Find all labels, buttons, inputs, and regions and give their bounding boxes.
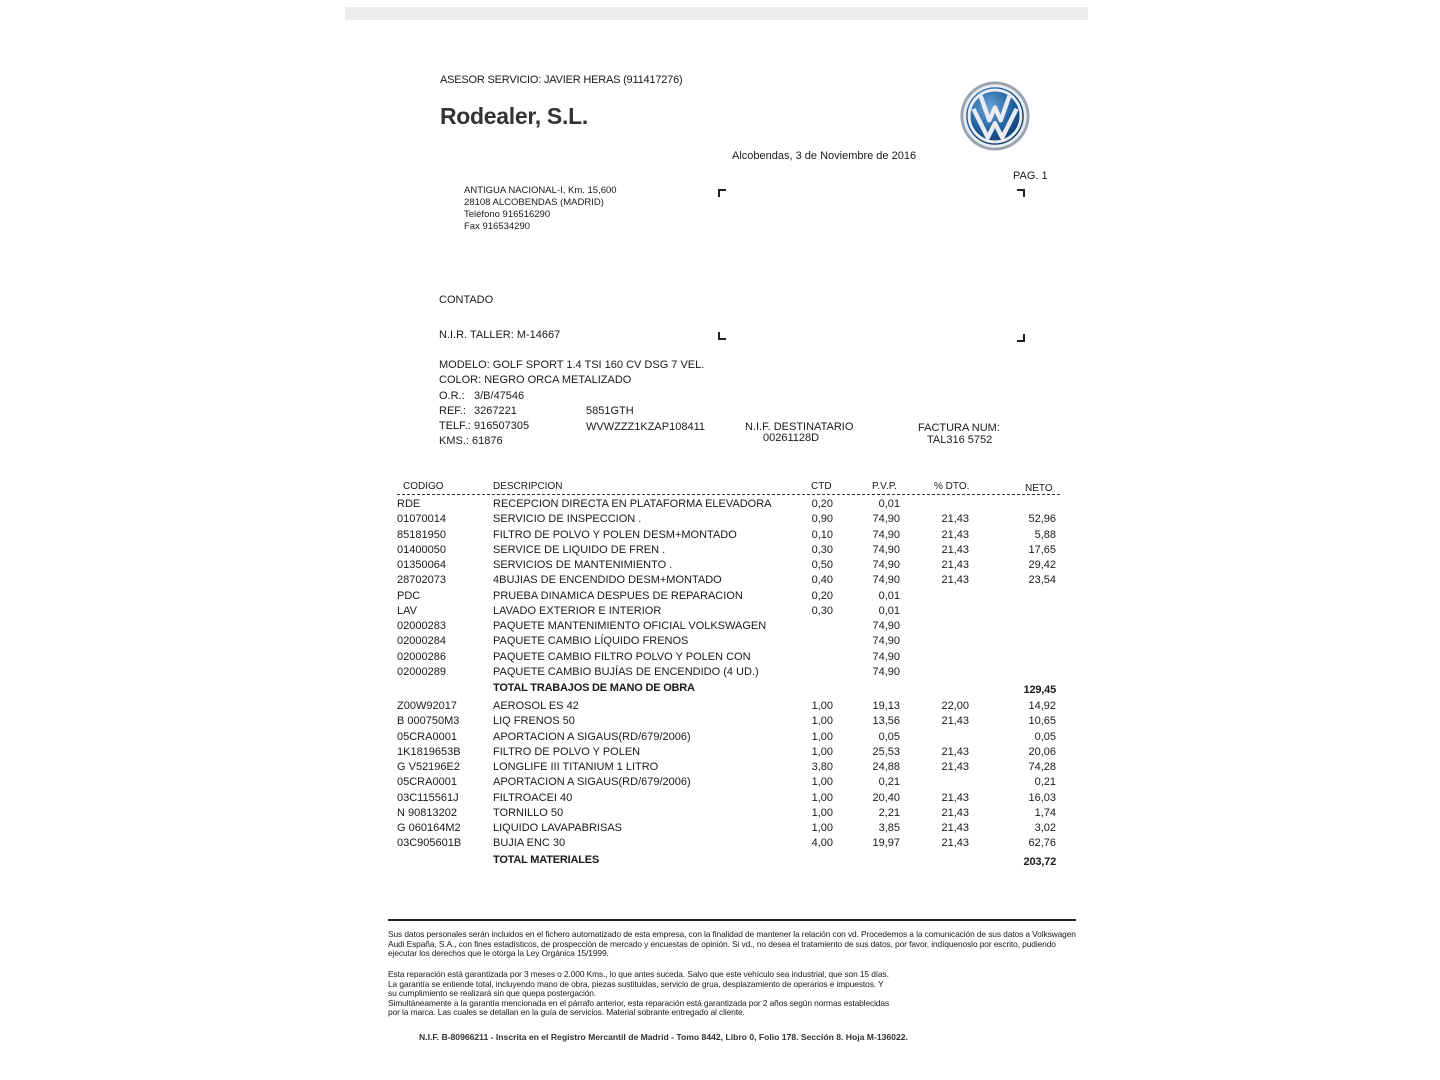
table-row [0, 700, 1440, 715]
warranty-notice [388, 970, 1078, 1018]
table-row [0, 529, 1440, 544]
item-discount: 21,43 [941, 574, 969, 586]
table-row [0, 776, 1440, 791]
col-header-neto: NETO [1025, 483, 1053, 494]
item-price: 20,40 [872, 792, 900, 804]
item-description: AEROSOL ES 42 [493, 700, 579, 712]
item-code: 05CRA0001 [397, 776, 457, 788]
item-description: LAVADO EXTERIOR E INTERIOR [493, 605, 662, 617]
item-description: TORNILLO 50 [493, 807, 564, 819]
item-quantity: 0,30 [811, 605, 833, 617]
item-quantity: 0,40 [811, 574, 833, 586]
table-row [0, 746, 1440, 761]
warranty-line: La garantía se entiende total, incluyendo mano de obra, piezas sustituidas, servicio de grua, desplazamiento de operarios e impuestos. Y [388, 978, 884, 989]
item-discount: 21,43 [941, 761, 969, 773]
table-row [0, 807, 1440, 822]
item-discount: 21,43 [941, 529, 969, 541]
table-row [0, 544, 1440, 559]
warranty-line: por la marca. Las cuales se detallan en la guía de servicios. Material sobrante entregado al cliente. [388, 1007, 745, 1018]
item-price: 2,21 [878, 807, 900, 819]
item-quantity: 1,00 [811, 776, 833, 788]
footer-divider [388, 919, 1076, 921]
item-description: PRUEBA DINAMICA DESPUES DE REPARACION [493, 590, 743, 602]
item-price: 74,90 [872, 574, 900, 586]
address-line: Fax 916534290 [464, 221, 531, 232]
item-description: LIQUIDO LAVAPABRISAS [493, 822, 622, 834]
item-code: 02000283 [397, 620, 446, 632]
registry-info: N.I.F. B-80966211 - Inscrita en el Registro Mercantil de Madrid - Tomo 8442, Libro 0, Folio 178. Sección 8. Hoja M-136022. [419, 1032, 908, 1042]
item-net: 17,65 [1028, 544, 1056, 556]
item-quantity: 1,00 [811, 822, 833, 834]
item-code: 02000286 [397, 651, 446, 663]
kms-value: 61876 [472, 435, 503, 447]
license-plate: 5851GTH [586, 405, 634, 417]
vin-number: WVWZZZ1KZAP108411 [586, 421, 705, 433]
vehicle-color: COLOR: NEGRO ORCA METALIZADO [439, 374, 632, 386]
address-line: Teléfono 916516290 [464, 209, 551, 220]
item-price: 24,88 [872, 761, 900, 773]
item-code: 01400050 [397, 544, 446, 556]
item-code: 01350064 [397, 559, 446, 571]
nif-value: 00261128D [763, 432, 820, 444]
item-price: 0,05 [878, 731, 900, 743]
item-description: PAQUETE CAMBIO FILTRO POLVO Y POLEN CON [493, 651, 751, 663]
item-discount: 21,43 [941, 792, 969, 804]
labor-total-label: TOTAL TRABAJOS DE MANO DE OBRA [493, 682, 695, 694]
labor-total [0, 682, 1440, 697]
item-quantity: 1,00 [811, 807, 833, 819]
item-code: G V52196E2 [397, 761, 460, 773]
warranty-line: Simultáneamente a la garantía mencionada en el párrafo anterior, esta reparación está garantizada por 2 años según normas establecidas [388, 997, 890, 1008]
item-net: 0,05 [1034, 731, 1056, 743]
address-block [464, 185, 617, 233]
item-price: 74,90 [872, 651, 900, 663]
col-header-pvp: P.V.P. [872, 481, 897, 492]
item-description: FILTRO DE POLVO Y POLEN [493, 746, 641, 758]
item-code: PDC [397, 590, 421, 602]
page-number: PAG. 1 [1013, 170, 1048, 182]
item-net: 16,03 [1028, 792, 1056, 804]
address-line: 28108 ALCOBENDAS (MADRID) [464, 197, 604, 208]
item-description: SERVICE DE LIQUIDO DE FREN . [493, 544, 666, 556]
item-description: PAQUETE CAMBIO LÍQUIDO FRENOS [493, 635, 689, 647]
item-price: 3,85 [878, 822, 900, 834]
item-code: LAV [397, 605, 417, 617]
item-price: 74,90 [872, 513, 900, 525]
item-quantity: 1,00 [811, 731, 833, 743]
privacy-notice: Sus datos personales serán incluidos en el fichero automatizado de esta empresa, con la finalidad de mantener la relación con vd. Procedemos a la comunicación de sus datos a Volkswagen Audi España, S.A., con fines estadísticos, de prospección de mercado y encuestas de opinión. Si vd., no desea el tratamiento de sus datos, por favor, indíquenoslo por escrito, pudiendo ejecutar los derechos que le otorga la Ley Orgánica 15/1999. [388, 929, 1076, 959]
item-net: 62,76 [1028, 837, 1056, 849]
item-code: B 000750M3 [397, 715, 460, 727]
table-row [0, 498, 1440, 513]
item-discount: 21,43 [941, 746, 969, 758]
item-price: 13,56 [872, 715, 900, 727]
col-header-codigo: CODIGO [403, 481, 444, 492]
table-row [0, 574, 1440, 589]
nif-label: N.I.F. DESTINATARIO [745, 421, 854, 433]
item-code: Z00W92017 [397, 700, 457, 712]
address-line: ANTIGUA NACIONAL-I, Km. 15,600 [464, 185, 617, 196]
item-price: 74,90 [872, 620, 900, 632]
item-discount: 21,43 [941, 822, 969, 834]
item-price: 74,90 [872, 559, 900, 571]
table-row [0, 559, 1440, 574]
item-code: 03C115561J [397, 792, 459, 804]
item-net: 23,54 [1028, 574, 1056, 586]
item-description: FILTRO DE POLVO Y POLEN DESM+MONTADO [493, 529, 737, 541]
item-discount: 21,43 [941, 559, 969, 571]
item-net: 5,88 [1034, 529, 1056, 541]
telf-value: 916507305 [474, 420, 530, 432]
or-label: O.R.: [439, 390, 465, 402]
col-header-dto: % DTO. [934, 481, 970, 492]
telf-label: TELF.: [439, 420, 471, 432]
item-price: 0,01 [878, 605, 900, 617]
table-row [0, 837, 1440, 852]
table-row [0, 666, 1440, 681]
nir-taller: N.I.R. TALLER: M-14667 [439, 329, 561, 341]
item-quantity: 0,50 [811, 559, 833, 571]
window-corner-top-right [1017, 189, 1025, 197]
item-description: PAQUETE MANTENIMIENTO OFICIAL VOLKSWAGEN [493, 620, 767, 632]
item-price: 74,90 [872, 529, 900, 541]
item-description: RECEPCION DIRECTA EN PLATAFORMA ELEVADORA [493, 498, 772, 510]
item-quantity: 1,00 [811, 700, 833, 712]
item-net: 74,28 [1028, 761, 1056, 773]
item-description: APORTACION A SIGAUS(RD/679/2006) [493, 731, 691, 743]
item-price: 19,13 [872, 700, 900, 712]
item-quantity: 0,10 [811, 529, 833, 541]
col-header-descripcion: DESCRIPCION [493, 481, 563, 492]
item-quantity: 0,20 [811, 590, 833, 602]
item-quantity: 1,00 [811, 746, 833, 758]
table-row [0, 620, 1440, 635]
table-row [0, 651, 1440, 666]
table-row [0, 761, 1440, 776]
item-discount: 22,00 [941, 700, 969, 712]
item-price: 74,90 [872, 635, 900, 647]
vw-logo-icon [959, 80, 1031, 152]
item-discount: 21,43 [941, 837, 969, 849]
item-code: 28702073 [397, 574, 446, 586]
item-quantity: 4,00 [811, 837, 833, 849]
item-net: 20,06 [1028, 746, 1056, 758]
item-code: 05CRA0001 [397, 731, 457, 743]
invoice-label: FACTURA NUM: [918, 422, 1000, 434]
materials-total-label: TOTAL MATERIALES [493, 854, 599, 866]
scan-top-edge [345, 7, 1088, 20]
item-description: LONGLIFE III TITANIUM 1 LITRO [493, 761, 659, 773]
item-quantity: 3,80 [811, 761, 833, 773]
materials-total [0, 854, 1440, 869]
item-code: 03C905601B [397, 837, 462, 849]
item-discount: 21,43 [941, 715, 969, 727]
item-net: 10,65 [1028, 715, 1056, 727]
item-price: 74,90 [872, 666, 900, 678]
item-discount: 21,43 [941, 544, 969, 556]
item-description: SERVICIO DE INSPECCION . [493, 513, 642, 525]
item-code: 02000284 [397, 635, 446, 647]
table-row [0, 590, 1440, 605]
item-quantity: 0,90 [811, 513, 833, 525]
labor-total-value: 129,45 [1023, 684, 1056, 696]
item-price: 25,53 [872, 746, 900, 758]
item-price: 0,01 [878, 498, 900, 510]
item-code: N 90813202 [397, 807, 457, 819]
vehicle-model: MODELO: GOLF SPORT 1.4 TSI 160 CV DSG 7 VEL. [439, 359, 705, 371]
item-net: 3,02 [1034, 822, 1056, 834]
window-corner-bottom-right [1017, 334, 1025, 342]
item-code: 85181950 [397, 529, 446, 541]
item-discount: 21,43 [941, 513, 969, 525]
item-quantity: 0,20 [811, 498, 833, 510]
item-description: APORTACION A SIGAUS(RD/679/2006) [493, 776, 691, 788]
kms-label: KMS.: [439, 435, 469, 447]
item-net: 52,96 [1028, 513, 1056, 525]
ref-label: REF.: [439, 405, 466, 417]
item-code: 01070014 [397, 513, 446, 525]
item-price: 74,90 [872, 544, 900, 556]
item-net: 0,21 [1034, 776, 1056, 788]
table-row [0, 792, 1440, 807]
item-quantity: 1,00 [811, 715, 833, 727]
payment-method: CONTADO [439, 294, 494, 306]
item-discount: 21,43 [941, 807, 969, 819]
item-quantity: 0,30 [811, 544, 833, 556]
item-code: RDE [397, 498, 421, 510]
table-row [0, 715, 1440, 730]
item-code: 02000289 [397, 666, 446, 678]
item-net: 14,92 [1028, 700, 1056, 712]
warranty-line: su cumplimiento se realizará sin que quepa postergación. [388, 988, 597, 999]
item-quantity: 1,00 [811, 792, 833, 804]
item-code: 1K1819653B [397, 746, 461, 758]
date-place: Alcobendas, 3 de Noviembre de 2016 [732, 150, 917, 162]
table-row [0, 822, 1440, 837]
table-row [0, 731, 1440, 746]
item-description: SERVICIOS DE MANTENIMIENTO . [493, 559, 673, 571]
materials-total-value: 203,72 [1023, 856, 1056, 868]
item-description: LIQ FRENOS 50 [493, 715, 575, 727]
item-description: BUJIA ENC 30 [493, 837, 566, 849]
table-row [0, 635, 1440, 650]
item-code: G 060164M2 [397, 822, 461, 834]
header-divider [397, 494, 1060, 495]
ref-value: 3267221 [474, 405, 517, 417]
warranty-line: Esta reparación está garantizada por 3 meses o 2.000 Kms., lo que antes suceda. Salvo que este vehículo sea industrial, que son 15 días. [388, 969, 889, 979]
window-corner-bottom-left [718, 332, 726, 340]
item-description: FILTROACEI 40 [493, 792, 573, 804]
or-value: 3/B/47546 [474, 390, 525, 402]
invoice-number: TAL316 5752 [927, 434, 993, 446]
table-row [0, 605, 1440, 620]
company-name: Rodealer, S.L. [440, 103, 588, 129]
window-corner-top-left [718, 189, 726, 197]
service-advisor: ASESOR SERVICIO: JAVIER HERAS (911417276) [440, 74, 683, 86]
item-net: 1,74 [1034, 807, 1056, 819]
item-net: 29,42 [1028, 559, 1056, 571]
item-price: 19,97 [872, 837, 900, 849]
col-header-ctd: CTD [811, 481, 832, 492]
table-row [0, 513, 1440, 528]
item-description: 4BUJIAS DE ENCENDIDO DESM+MONTADO [493, 574, 722, 586]
item-price: 0,21 [878, 776, 900, 788]
item-price: 0,01 [878, 590, 900, 602]
item-description: PAQUETE CAMBIO BUJÍAS DE ENCENDIDO (4 UD.) [493, 666, 759, 678]
